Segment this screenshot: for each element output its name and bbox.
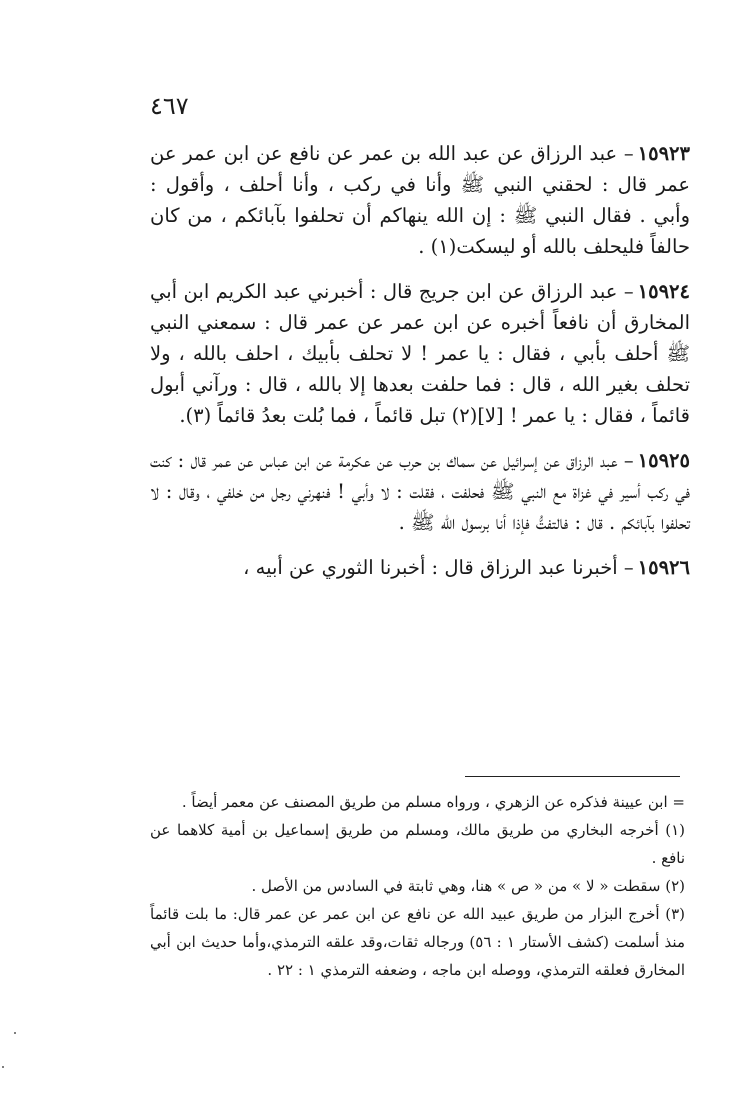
footnote-continuation: = ابن عيينة فذكره عن الزهري ، ورواه مسلم من طريق المصنف عن معمر أيضاً . <box>181 793 685 811</box>
scan-speck <box>2 1066 4 1068</box>
scan-speck <box>14 1032 16 1034</box>
footnote-3: (٣) أخرج البزار من طريق عبيد الله عن نافع عن ابن عمر عن عمر قال: ما بلت قائماً منذ أسلمت (كشف الأستار ١ : ٥٦) ورجاله ثقات،وقد علقه الترمذي،وأما حديث ابن أبي المخارق فعلقه الترمذي، ووصله ابن ماجه ، وضعفه الترمذي ١ : ٢٢ . <box>150 905 685 979</box>
hadith-text: – أخبرنا عبد الرزاق قال : أخبرنا الثوري عن أبيه ، <box>243 556 634 579</box>
hadith-number: ١٥٩٢٥ <box>637 449 690 472</box>
hadith-number: ١٥٩٢٤ <box>637 280 690 303</box>
hadith-text: – عبد الرزاق عن عبد الله بن عمر عن نافع عن ابن عمر عن عمر قال : لحقني النبي ﷺ وأنا في ركب ، وأنا أحلف ، وأقول : وأبي . فقال النبي ﷺ : إن الله ينهاكم أن تحلفوا بآبائكم ، من كان حالفاً فليحلف بالله أو ليسكت(١) . <box>150 142 690 258</box>
footnote-1: (١) أخرجه البخاري من طريق مالك، ومسلم من طريق إسماعيل بن أمية كلاهما عن نافع . <box>150 821 685 867</box>
page-number: ٤٦٧ <box>150 92 189 120</box>
hadith-number: ١٥٩٢٦ <box>637 556 690 579</box>
footnote-separator <box>465 776 680 777</box>
hadith-text: – عبد الرزاق عن ابن جريج قال : أخبرني عبد الكريم ابن أبي المخارق أن نافعاً أخبره عن ابن عمر عن عمر قال : سمعني النبي ﷺ أحلف بأبي ، فقال : يا عمر ! لا تحلف بأبيك ، احلف بالله ، ولا تحلف بغير الله ، قال : فما حلفت بعدها إلا بالله ، قال : ورآني أبول قائماً ، فقال : يا عمر ! [لا](٢) تبل قائماً ، فما بُلت بعدُ قائماً (٣). <box>150 280 690 427</box>
hadith-15925 <box>150 445 690 538</box>
hadith-15923 <box>150 138 690 262</box>
footnote-2: (٢) سقطت « لا » من « ص » هنا، وهي ثابتة في السادس من الأصل . <box>251 877 685 895</box>
hadith-text: – عبد الرزاق عن إسرائيل عن سماك بن حرب عن عكرمة عن ابن عباس عن عمر قال : كنت في ركب أسير في غزاة مع النبي ﷺ فحلفت ، فقلت : لا وأبي ! فنهرني رجل من خلفي ، وقال : لا تحلفوا بآبائكم . قال : فالتفتُّ فإذا أنا برسول الله ﷺ . <box>150 449 690 534</box>
hadith-15926 <box>150 552 690 583</box>
hadith-15924 <box>150 276 690 431</box>
footnotes <box>150 788 685 984</box>
hadith-number: ١٥٩٢٣ <box>637 142 690 165</box>
main-text <box>150 138 690 597</box>
